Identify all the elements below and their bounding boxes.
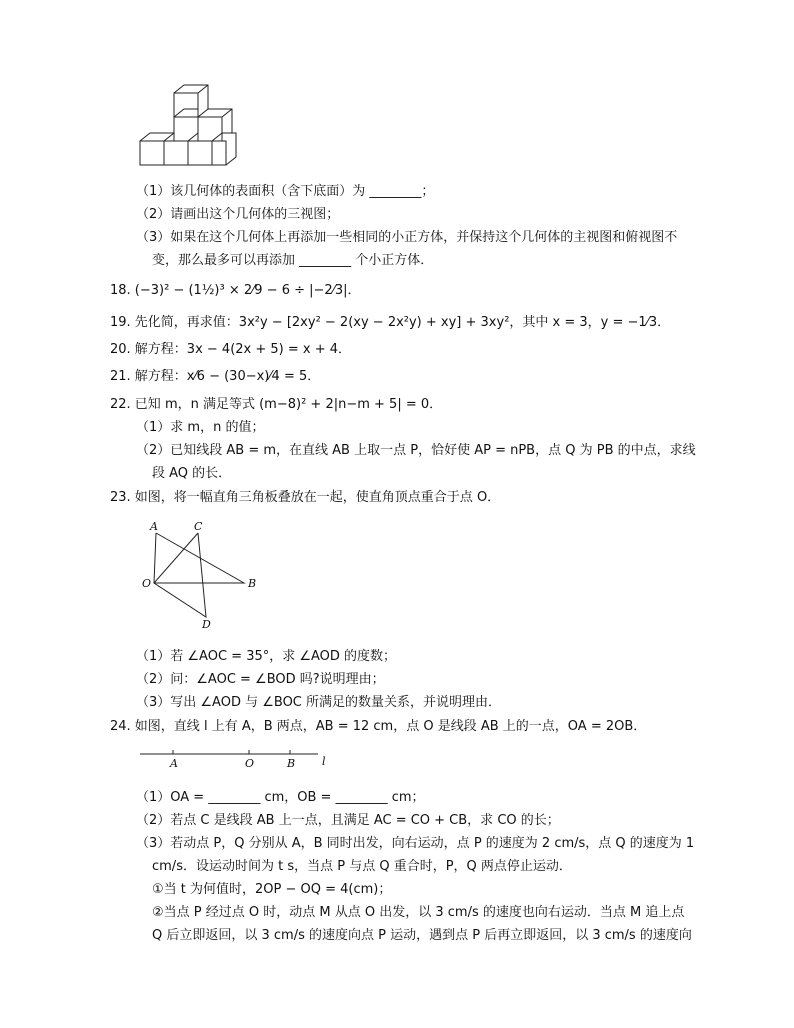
q17-sub3-line1: （3）如果在这个几何体上再添加一些相同的小正方体，并保持这个几何体的主视图和俯视图不 bbox=[136, 230, 678, 245]
q22-sub2-line2: 段 AQ 的长． bbox=[152, 466, 232, 481]
q17-sub3-line2: 变，那么最多可以再添加 ________ 个小正方体． bbox=[152, 253, 434, 268]
triangle-rulers-figure bbox=[140, 520, 260, 630]
q23-sub1: （1）若 ∠AOC = 35°，求 ∠AOD 的度数； bbox=[136, 649, 397, 664]
q23-sub3: （3）写出 ∠AOD 与 ∠BOC 所满足的数量关系，并说明理由． bbox=[136, 695, 502, 710]
label-O: O bbox=[142, 577, 152, 590]
q24-sub3-ii-line2: Q 后立即返回，以 3 cm/s 的速度向点 P 运动，遇到点 P 后再立即返回，以 3 cm/s 的速度向 bbox=[152, 928, 692, 943]
q22-sub2-line1: （2）已知线段 AB = m，在直线 AB 上取一点 P，恰好使 AP = nPB，点 Q 为 PB 的中点，求线 bbox=[136, 443, 696, 458]
q24-sub2: （2）若点 C 是线段 AB 上一点，且满足 AC = CO + CB，求 CO 的长； bbox=[136, 813, 560, 828]
q18-text: 18. (−3)² − (1½)³ × 2⁄9 − 6 ÷ |−2⁄3|． bbox=[110, 283, 361, 298]
label-B: B bbox=[248, 577, 257, 590]
q22-sub1: （1）求 m，n 的值； bbox=[136, 420, 265, 435]
q21-text: 21. 解方程：x⁄6 − (30−x)⁄4 = 5． bbox=[110, 369, 321, 384]
cube-stack-figure bbox=[136, 78, 276, 178]
q24-sub3-i: ①当 t 为何值时，2OP − OQ = 4(cm)； bbox=[152, 882, 392, 897]
q17-sub1: （1）该几何体的表面积（含下底面）为 ________； bbox=[136, 184, 435, 199]
label-D: D bbox=[202, 618, 211, 631]
line-label-A: A bbox=[170, 757, 178, 770]
q24-sub3-line1: （3）若动点 P，Q 分别从 A，B 同时出发，向右运动，点 P 的速度为 2 cm/s，点 Q 的速度为 1 bbox=[136, 836, 695, 851]
q24-sub1: （1）OA = ________ cm，OB = ________ cm； bbox=[136, 790, 425, 805]
q19-text: 19. 先化简，再求值：3x²y − [2xy² − 2(xy − 2x²y) + xy] + 3xy²，其中 x = 3，y = −1⁄3． bbox=[110, 315, 671, 330]
label-A: A bbox=[150, 520, 158, 533]
line-label-O: O bbox=[245, 757, 255, 770]
q22-stem: 22. 已知 m，n 满足等式 (m−8)² + 2|n−m + 5| = 0． bbox=[110, 397, 443, 412]
q23-sub2: （2）问：∠AOC = ∠BOD 吗?说明理由； bbox=[136, 672, 385, 687]
line-label-B: B bbox=[287, 757, 296, 770]
q20-text: 20. 解方程：3x − 4(2x + 5) = x + 4． bbox=[110, 342, 352, 357]
label-C: C bbox=[194, 520, 203, 533]
q17-sub2: （2）请画出这个几何体的三视图； bbox=[136, 207, 340, 222]
q24-stem: 24. 如图，直线 l 上有 A，B 两点，AB = 12 cm，点 O 是线段 AB 上的一点，OA = 2OB． bbox=[110, 719, 647, 734]
q24-sub3-ii-line1: ②当点 P 经过点 O 时，动点 M 从点 O 出发，以 3 cm/s 的速度也向右运动．当点 M 追上点 bbox=[152, 905, 685, 920]
q24-sub3-line2: cm/s．设运动时间为 t s，当点 P 与点 Q 重合时，P，Q 两点停止运动． bbox=[152, 859, 572, 874]
line-label-l: l bbox=[322, 755, 326, 768]
number-line-figure bbox=[140, 745, 340, 775]
q23-stem: 23. 如图，将一幅直角三角板叠放在一起，使直角顶点重合于点 O． bbox=[110, 490, 501, 505]
